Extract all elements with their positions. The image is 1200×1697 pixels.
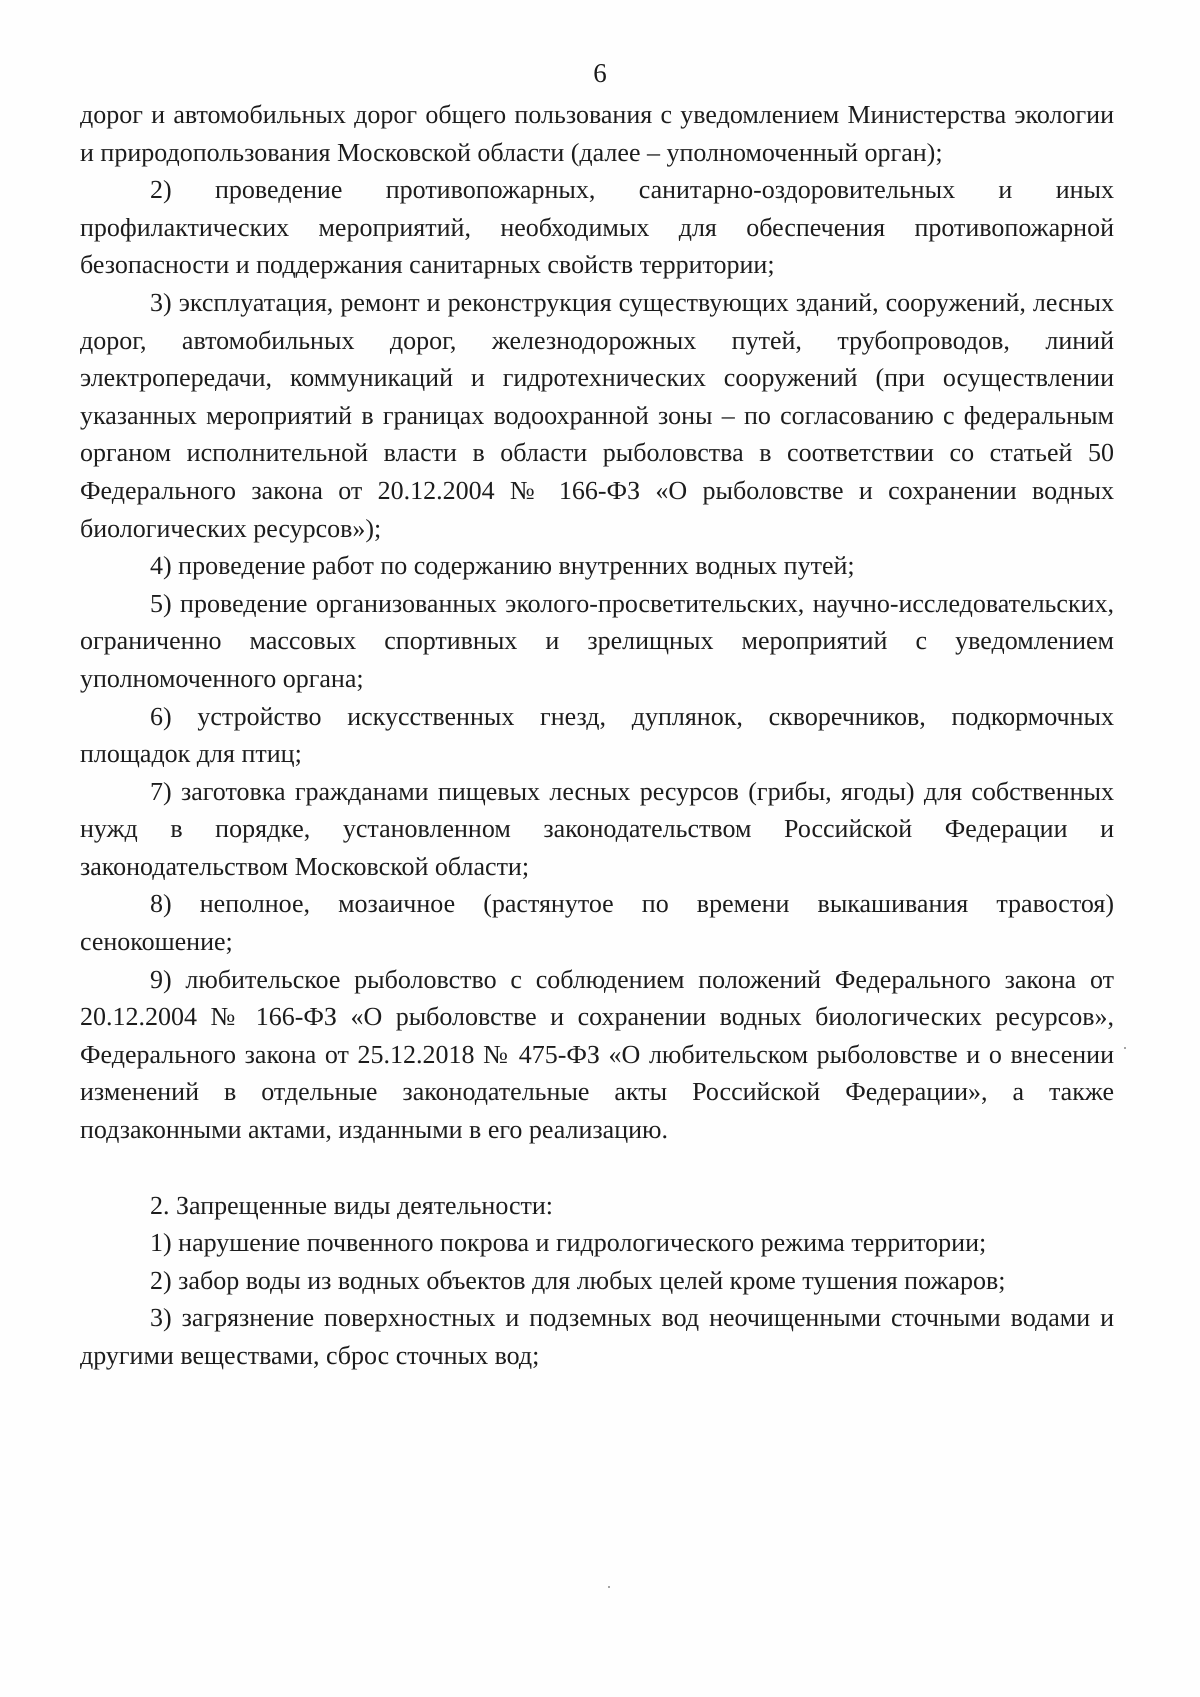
paragraph-continued: дорог и автомобильных дорог общего пользования с уведомлением Министерства экологии и природопользования Московской области (далее – уполномоченный орган); <box>80 100 1114 167</box>
list-item-amateur-fishing: 9) любительское рыболовство с соблюдением положений Федерального закона от 20.12.2004 № 166-ФЗ «О рыболовстве и сохранении водных биологических ресурсов», Федерального закона от 25.12.2018 № 475-ФЗ «О любительском рыболовстве и о внесении изменений в отдельные законодательные акты Российской Федерации», а также подзаконными актами, изданными в его реализацию. <box>80 964 1114 1145</box>
list-item-eco-events: 5) проведение организованных эколого-просветительских, научно-исследовательских, ограниченно массовых спортивных и зрелищных мероприятий с уведомлением уполномоченного органа; <box>80 588 1114 693</box>
page-number: 6 <box>593 58 607 88</box>
prohibited-item-water-intake: 2) забор воды из водных объектов для любых целей кроме тушения пожаров; <box>150 1265 1006 1295</box>
list-item-haymaking: 8) неполное, мозаичное (растянутое по времени выкашивания травостоя) сенокошение; <box>80 889 1114 957</box>
prohibited-item-soil: 1) нарушение почвенного покрова и гидрологического режима территории; <box>150 1228 987 1258</box>
list-item-forest-resources: 7) заготовка гражданами пищевых лесных ресурсов (грибы, ягоды) для собственных нужд в порядке, установленном законодательством Российской Федерации и законодательством Московской области; <box>80 776 1114 881</box>
section-spacer <box>80 1149 1114 1187</box>
list-item-waterways: 4) проведение работ по содержанию внутренних водных путей; <box>150 551 855 581</box>
scan-speck <box>1124 1047 1126 1049</box>
list-item-fire-prevention: 2) проведение противопожарных, санитарно-оздоровительных и иных профилактических мероприятий, необходимых для обеспечения противопожарной безопасности и поддержания санитарных свойств территории; <box>80 175 1114 280</box>
document-body <box>80 96 1114 1375</box>
list-item-bird-nests: 6) устройство искусственных гнезд, дуплянок, скворечников, подкормочных площадок для птиц; <box>80 701 1114 769</box>
scan-speck <box>608 1586 610 1588</box>
list-item-infrastructure-maintenance: 3) эксплуатация, ремонт и реконструкция существующих зданий, сооружений, лесных дорог, автомобильных дорог, железнодорожных путей, трубопроводов, линий электропередачи, коммуникаций и гидротехнических сооружений (при осуществлении указанных мероприятий в границах водоохранной зоны – по согласованию с федеральным органом исполнительной власти в области рыболовства в соответствии со статьей 50 Федерального закона от 20.12.2004 № 166-ФЗ «О рыболовстве и сохранении водных биологических ресурсов»); <box>80 287 1114 543</box>
section-heading: 2. Запрещенные виды деятельности: <box>150 1190 554 1220</box>
prohibited-item-pollution: 3) загрязнение поверхностных и подземных вод неочищенными сточными водами и другими веществами, сброс сточных вод; <box>80 1303 1114 1370</box>
